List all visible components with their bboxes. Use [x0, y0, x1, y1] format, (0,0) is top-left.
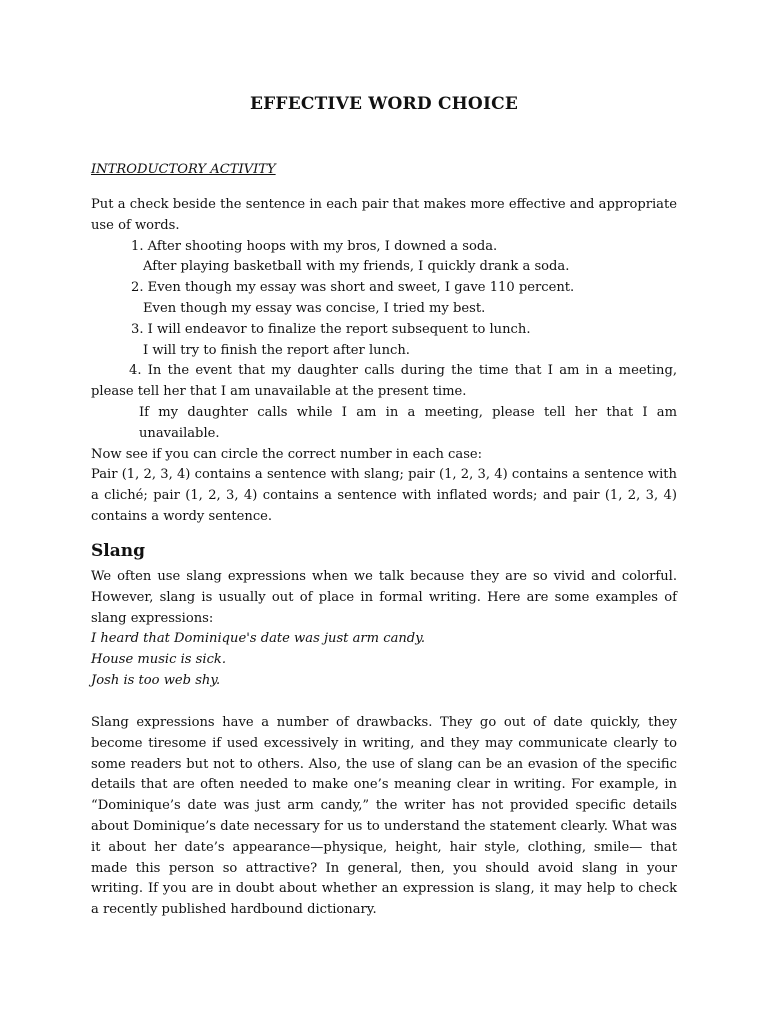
intro-heading: INTRODUCTORY ACTIVITY [91, 162, 276, 177]
pair-4-first: 4. In the event that my daughter calls during the time that I am in a meeting, please tell her that I am unavailable at the present time. [91, 363, 677, 400]
slang-intro-paragraph: We often use slang expressions when we talk because they are so vivid and colorful. However, slang is usually out of place in formal writing. Here are some examples of slang expressions: [91, 569, 677, 626]
slang-example: I heard that Dominique's date was just arm candy. [91, 631, 426, 647]
pair-1-first: 1. After shooting hoops with my bros, I downed a soda. [131, 238, 498, 254]
slang-example: Josh is too web shy. [91, 672, 221, 688]
pair-2-second: Even though my essay was concise, I tried my best. [143, 300, 486, 316]
circle-prompt: Now see if you can circle the correct number in each case: [91, 446, 483, 462]
circle-text: Pair (1, 2, 3, 4) contains a sentence with slang; pair (1, 2, 3, 4) contains a sentence with a cliché; pair (1, 2, 3, 4) contains a sentence with inflated words; and pair (1, 2, 3, 4) contains a wordy sentence. [91, 467, 677, 524]
page-title: EFFECTIVE WORD CHOICE [250, 94, 518, 114]
slang-heading: Slang [91, 541, 145, 561]
slang-drawbacks-paragraph: Slang expressions have a number of drawbacks. They go out of date quickly, they become tiresome if used excessively in writing, and they may communicate clearly to some readers but not to others. Also, the use of slang can be an evasion of the specific details that are often needed to make one’s meaning clear in writing. For example, in “Dominique’s date was just arm candy,” the writer has not provided specific details about Dominique’s date necessary for us to understand the statement clearly. What was it about her date’s appearance—physique, height, hair style, clothing, smile— that made this person so attractive? In general, then, you should avoid slang in your writing. If you are in doubt about whether an expression is slang, it may help to check a recently published hardbound dictionary. [91, 715, 677, 918]
pair-3-first: 3. I will endeavor to finalize the report subsequent to lunch. [131, 321, 531, 337]
slang-section [91, 567, 677, 692]
intro-instruction: Put a check beside the sentence in each pair that makes more effective and appropriate use of words. [91, 197, 677, 233]
pair-3-second: I will try to finish the report after lunch. [143, 342, 410, 358]
pair-4-second: If my daughter calls while I am in a meeting, please tell her that I am unavailable. [139, 404, 677, 441]
intro-section [91, 195, 677, 528]
slang-example: House music is sick. [91, 652, 227, 668]
pair-2-first: 2. Even though my essay was short and sweet, I gave 110 percent. [131, 280, 575, 296]
pair-1-second: After playing basketball with my friends, I quickly drank a soda. [143, 259, 570, 275]
